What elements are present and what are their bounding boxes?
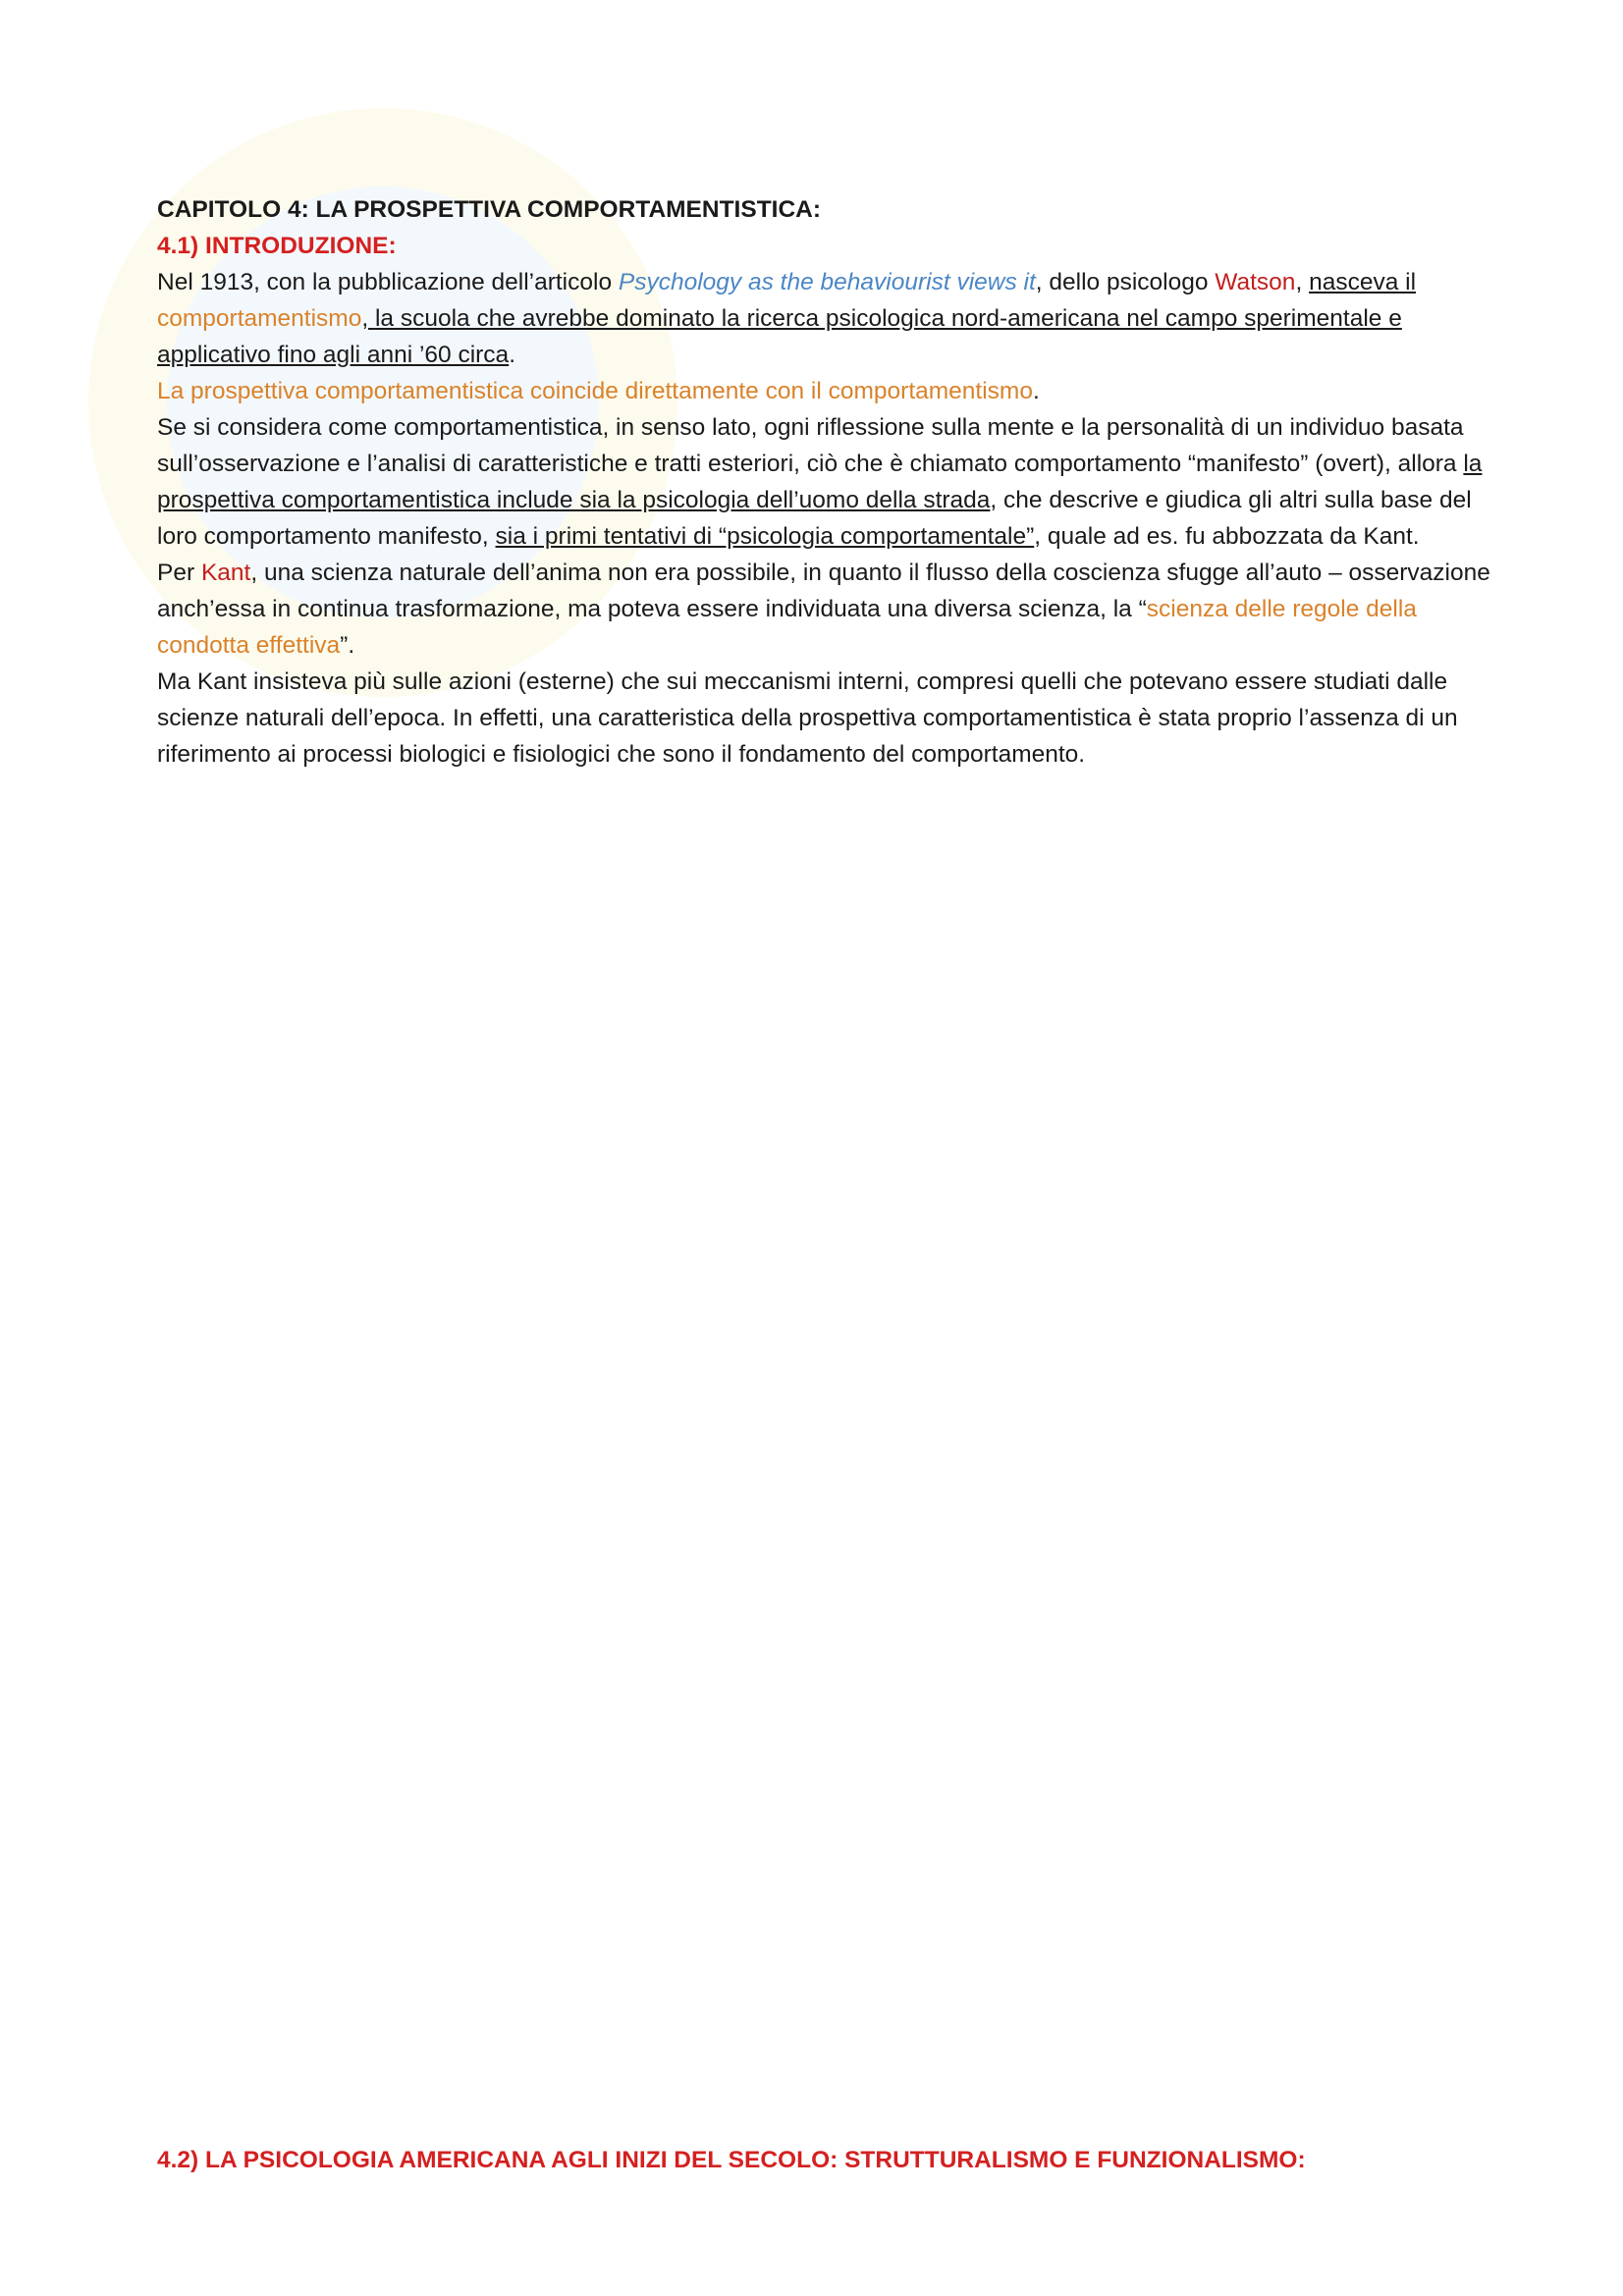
p3-text-a: Se si considera come comportamentistica, in senso lato, ogni riflessione sulla mente e la personalità di un individuo basata sull’osservazione e l’analisi di caratteristiche e tratti esteriori, ciò che è chiamato comportamento “manifesto” (overt), allora [157,414,1464,477]
article-title: Psychology as the behaviourist views it [618,269,1036,295]
p1-text-d: nasceva il [1309,269,1417,295]
p4-text-d: ”. [340,632,355,659]
p3-text-c: , che descrive e giudica gli altri sulla base del loro comportamento manifesto, [157,487,1472,550]
p3-text-b: la prospettiva comportamentistica include sia la psicologia dell’uomo della strada [157,451,1483,513]
p1-text-b: , dello psicologo [1035,269,1216,295]
paragraph-1 [157,264,1492,373]
paragraph-2 [157,373,1492,409]
paragraph-4 [157,555,1492,664]
section-title-4-1: 4.1) INTRODUZIONE: [157,233,397,259]
p1-text-f: la scuola che avrebbe dominato la ricerca psicologica nord-americana nel campo sperimentale e applicativo fino agli anni ’60 circa [157,305,1402,368]
paragraph-5: Ma Kant insisteva più sulle azioni (esterne) che sui meccanismi interni, compresi quelli che potevano essere studiati dalle scienze naturali dell’epoca. In effetti, una caratteristica della prospettiva comportamentistica è stata proprio l’assenza di un riferimento ai processi biologici e fisiologici che sono il fondamento del comportamento. [157,668,1458,768]
p1-text-g: . [509,342,515,368]
name-watson: Watson [1215,269,1296,295]
p2-text-b: . [1032,378,1040,404]
term-scienza-regole: scienza delle regole della condotta effettiva [157,596,1417,659]
chapter-title: CAPITOLO 4: LA PROSPETTIVA COMPORTAMENTISTICA: [157,196,822,223]
p1-text-e: , [361,305,375,332]
term-comportamentismo: comportamentismo [157,305,362,332]
name-kant: Kant [200,560,251,586]
section-title-4-2: 4.2) LA PSICOLOGIA AMERICANA AGLI INIZI DEL SECOLO: STRUTTURALISMO E FUNZIONALISMO: [157,2146,1306,2173]
document-page [157,191,1492,773]
p3-text-e: , quale ad es. fu abbozzata da Kant. [1034,523,1420,550]
p1-text-c: , [1295,269,1303,295]
p4-text-b: , una scienza naturale dell’anima non era possibile, in quanto il flusso della coscienza sfugge all’auto – osservazione anch’essa in continua trasformazione, ma poteva essere individuata una diversa scienza, la “ [157,560,1490,622]
p4-text-a: Per [157,560,201,586]
paragraph-3 [157,409,1492,555]
p3-text-d: sia i primi tentativi di “psicologia comportamentale” [495,523,1035,550]
p2-text-a: La prospettiva comportamentistica coincide direttamente con il comportamentismo [157,378,1033,404]
p1-text-a: Nel 1913, con la pubblicazione dell’articolo [157,269,619,295]
